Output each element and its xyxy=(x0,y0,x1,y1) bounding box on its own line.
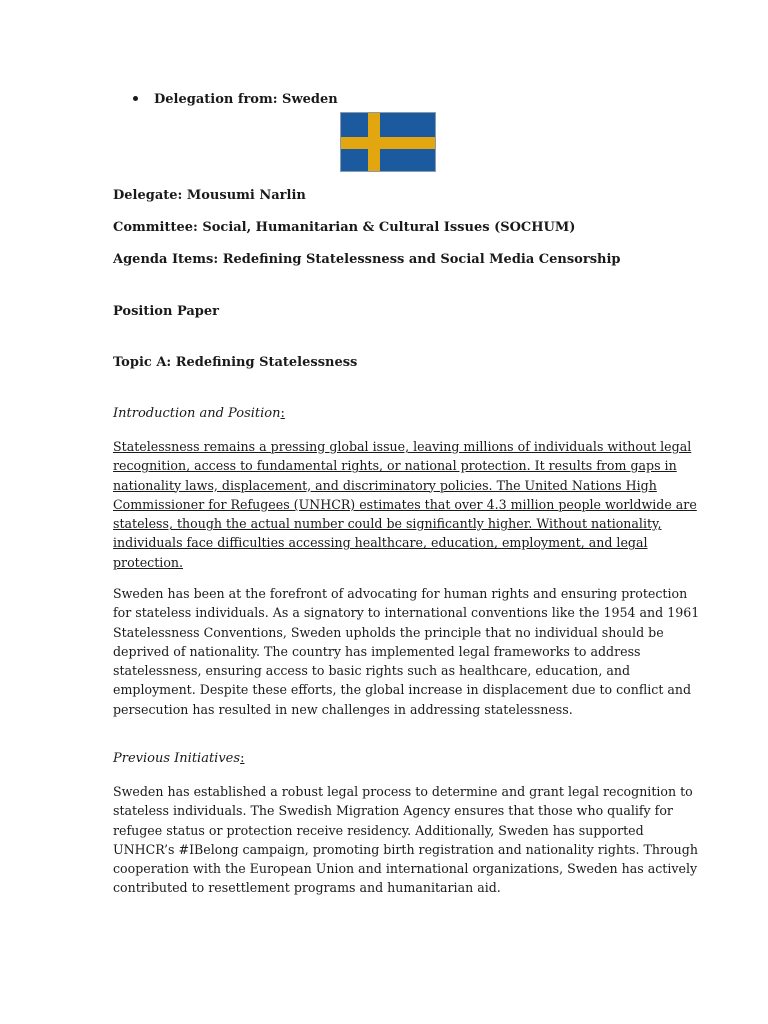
text-line: Sweden has established a robust legal process to determine and grant legal recognition to xyxy=(113,784,693,799)
previous-initiatives-heading xyxy=(113,751,244,766)
text-line: Commissioner for Refugees (UNHCR) estimates that over 4.3 million people worldwide are xyxy=(113,496,697,512)
text-line: Statelessness Conventions, Sweden upholds the principle that no individual should be xyxy=(113,624,664,640)
bullet-icon xyxy=(133,96,138,101)
text-line: contributed to resettlement programs and humanitarian aid. xyxy=(113,880,501,896)
delegate-line: Delegate: Mousumi Narlin xyxy=(113,188,306,203)
delegation-label: Delegation from: Sweden xyxy=(154,92,338,107)
agenda-line: Agenda Items: Redefining Statelessness and Social Media Censorship xyxy=(113,252,621,267)
document-title: Position Paper xyxy=(113,304,220,319)
swedish-flag-icon xyxy=(340,112,436,172)
text-line: Statelessness remains a pressing global issue, leaving millions of individuals without legal xyxy=(113,439,692,454)
previous-initiatives-paragraph xyxy=(113,782,698,898)
text-line: Sweden has been at the forefront of advocating for human rights and ensuring protection xyxy=(113,586,688,601)
text-line: recognition, access to fundamental rights, or national protection. It results from gaps in xyxy=(113,458,677,474)
text-line: statelessness, ensuring access to basic rights such as healthcare, education, and xyxy=(113,663,631,679)
topic-heading: Topic A: Redefining Statelessness xyxy=(113,355,358,370)
text-line: nationality laws, displacement, and discriminatory policies. The United Nations High xyxy=(113,477,657,493)
previous-heading-colon: : xyxy=(240,751,245,766)
intro-heading xyxy=(113,406,285,421)
text-line: UNHCR’s #IBelong campaign, promoting birth registration and nationality rights. Through xyxy=(113,841,698,857)
delegation-bullet xyxy=(133,92,338,107)
intro-heading-text: Introduction and Position xyxy=(113,406,281,421)
previous-heading-text: Previous Initiatives xyxy=(113,751,241,766)
text-line: individuals face difficulties accessing healthcare, education, employment, and legal xyxy=(113,535,648,551)
committee-line: Committee: Social, Humanitarian & Cultural Issues (SOCHUM) xyxy=(113,220,576,235)
text-line: cooperation with the European Union and international organizations, Sweden has actively xyxy=(113,861,698,877)
intro-heading-colon: : xyxy=(280,406,285,421)
text-line: protection. xyxy=(113,554,184,570)
text-line: employment. Despite these efforts, the global increase in displacement due to conflict and xyxy=(113,682,692,698)
text-line: deprived of nationality. The country has implemented legal frameworks to address xyxy=(113,643,641,659)
flag-cross-horizontal xyxy=(341,137,435,149)
text-line: for stateless individuals. As a signatory to international conventions like the 1954 and 1961 xyxy=(113,605,700,621)
intro-paragraph-1 xyxy=(113,437,697,572)
intro-paragraph-2 xyxy=(113,584,700,719)
text-line: persecution has resulted in new challenges in addressing statelessness. xyxy=(113,701,573,717)
text-line: stateless individuals. The Swedish Migration Agency ensures that those who qualify for xyxy=(113,803,673,819)
text-line: refugee status or protection receive residency. Additionally, Sweden has supported xyxy=(113,822,644,838)
text-line: stateless, though the actual number could be significantly higher. Without nationality, xyxy=(113,516,662,532)
